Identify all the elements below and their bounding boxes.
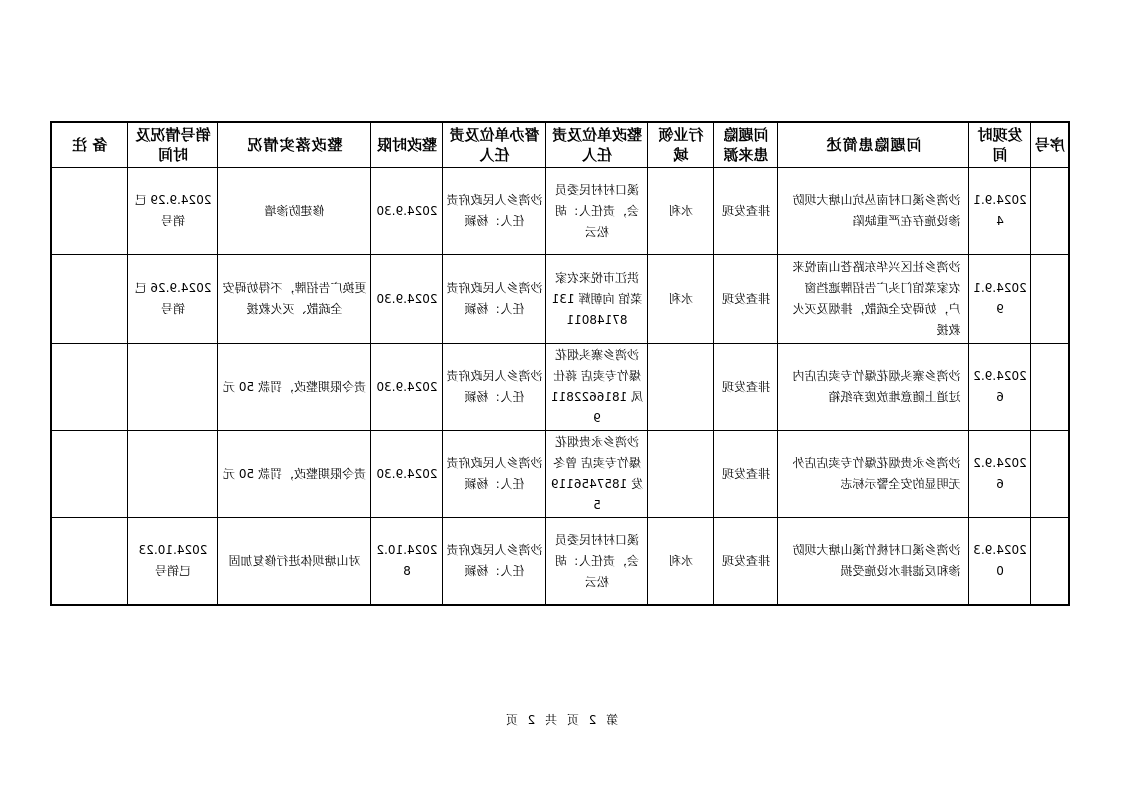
cell-rectification-unit: 溪口村村民委员会，责任人：胡松云: [546, 168, 648, 255]
cell-industry: 水利: [648, 518, 714, 606]
hazard-rectification-table: [50, 121, 1070, 606]
cell-description: 沙湾乡溪口村南丛坑山塘大坝防渗设施存在严重缺陷: [778, 168, 969, 255]
cell-supervising-unit: 沙湾乡人民政府责任人：杨颖: [443, 168, 546, 255]
cell-implementation: 修建防渗墙: [218, 168, 371, 255]
cell-deadline: 2024.10.28: [371, 518, 443, 606]
cell-remarks: [51, 431, 128, 518]
cell-source: 排查发现: [714, 168, 778, 255]
cell-found-time: 2024.9.26: [969, 431, 1031, 518]
cell-seq: [1031, 344, 1069, 431]
cell-found-time: 2024.9.26: [969, 344, 1031, 431]
header-description: 问题隐患简述: [778, 122, 969, 168]
header-supervising-unit: 督办单位及责任人: [443, 122, 546, 168]
cell-source: 排查发现: [714, 255, 778, 344]
cell-industry: 水利: [648, 255, 714, 344]
page-footer: 第 2 页 共 2 页: [502, 713, 619, 727]
cell-deadline: 2024.9.30: [371, 255, 443, 344]
cell-source: 排查发现: [714, 344, 778, 431]
cell-found-time: 2024.9.19: [969, 255, 1031, 344]
header-remarks: 备 注: [51, 122, 128, 168]
cell-implementation: 对山塘坝体进行修复加固: [218, 518, 371, 606]
cell-remarks: [51, 255, 128, 344]
cell-closeout: 2024.10.23 已销号: [128, 518, 218, 606]
cell-closeout: [128, 344, 218, 431]
cell-industry: [648, 431, 714, 518]
cell-closeout: 2024.9.26 已销号: [128, 255, 218, 344]
cell-closeout: 2024.9.29 已销号: [128, 168, 218, 255]
cell-source: 排查发现: [714, 431, 778, 518]
cell-rectification-unit: 洪江市悦来农家菜馆 向朝辉 13187148011: [546, 255, 648, 344]
cell-seq: [1031, 431, 1069, 518]
cell-deadline: 2024.9.30: [371, 344, 443, 431]
cell-industry: 水利: [648, 168, 714, 255]
header-row: [51, 122, 1069, 168]
cell-remarks: [51, 344, 128, 431]
table-row: [51, 255, 1069, 344]
header-source: 问题隐患来源: [714, 122, 778, 168]
header-deadline: 整改时限: [371, 122, 443, 168]
cell-description: 沙湾乡溪口村桃竹溪山塘大坝防渗和反滤排水设施受损: [778, 518, 969, 606]
header-found-time: 发现时间: [969, 122, 1031, 168]
cell-supervising-unit: 沙湾乡人民政府责任人：杨颖: [443, 255, 546, 344]
header-closeout: 销号情况及时间: [128, 122, 218, 168]
cell-description: 沙湾乡永贵烟花爆竹专卖店店外无明显的安全警示标志: [778, 431, 969, 518]
cell-deadline: 2024.9.30: [371, 431, 443, 518]
cell-deadline: 2024.9.30: [371, 168, 443, 255]
cell-rectification-unit: 溪口村村民委员会，责任人：胡松云: [546, 518, 648, 606]
table-row: [51, 518, 1069, 606]
table-row: [51, 431, 1069, 518]
cell-found-time: 2024.9.30: [969, 518, 1031, 606]
cell-supervising-unit: 沙湾乡人民政府责任人：杨颖: [443, 431, 546, 518]
cell-found-time: 2024.9.14: [969, 168, 1031, 255]
cell-rectification-unit: 沙湾乡永贵烟花爆竹专卖店 曾冬发 18574561195: [546, 431, 648, 518]
cell-seq: [1031, 518, 1069, 606]
cell-source: 排查发现: [714, 518, 778, 606]
cell-rectification-unit: 沙湾乡寨头烟花爆竹专卖店 蒋仕凤 18166228119: [546, 344, 648, 431]
cell-implementation: 更换广告招牌，不得妨碍安全疏散、灭火救援: [218, 255, 371, 344]
cell-supervising-unit: 沙湾乡人民政府责任人：杨颖: [443, 518, 546, 606]
cell-seq: [1031, 168, 1069, 255]
cell-supervising-unit: 沙湾乡人民政府责任人：杨颖: [443, 344, 546, 431]
cell-seq: [1031, 255, 1069, 344]
header-rectification-unit: 整改单位及责任人: [546, 122, 648, 168]
cell-implementation: 责令限期整改，罚款 50 元: [218, 431, 371, 518]
header-implementation: 整改落实情况: [218, 122, 371, 168]
header-seq: 序号: [1031, 122, 1069, 168]
cell-remarks: [51, 168, 128, 255]
cell-description: 沙湾乡寨头烟花爆竹专卖店店内过道上随意堆放废弃纸箱: [778, 344, 969, 431]
cell-remarks: [51, 518, 128, 606]
table-row: [51, 168, 1069, 255]
header-industry: 行业领域: [648, 122, 714, 168]
cell-closeout: [128, 431, 218, 518]
cell-implementation: 责令限期整改，罚款 50 元: [218, 344, 371, 431]
cell-description: 沙湾乡社区兴华东路苍山南悦来农家菜馆门头广告招牌遮挡窗户，妨碍安全疏散，排烟及灭火救援: [778, 255, 969, 344]
table-row: [51, 344, 1069, 431]
cell-industry: [648, 344, 714, 431]
